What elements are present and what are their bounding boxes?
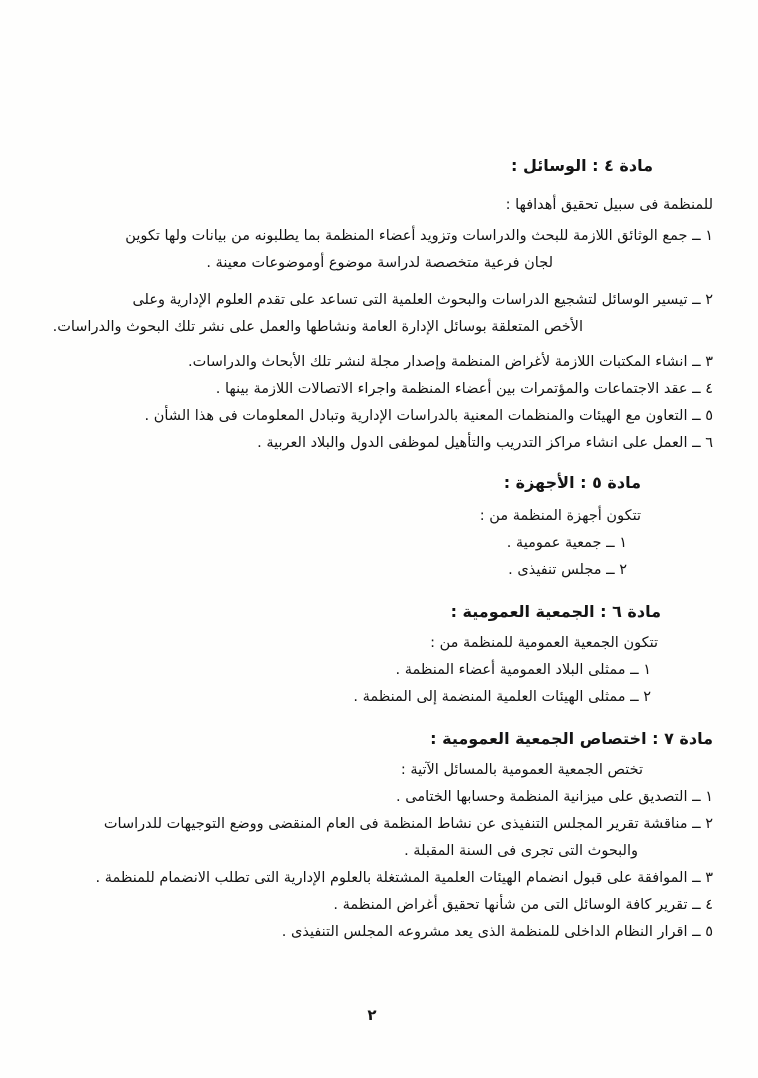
article-4-item-3: ٣ ــ انشاء المكتبات اللازمة لأغراض المنظمة وإصدار مجلة لنشر تلك الأبحاث والدراسات.	[188, 354, 713, 370]
article-6-heading: مادة ٦ : الجمعية العمومية :	[450, 602, 661, 621]
article-5-item-1: ١ ــ جمعية عمومية .	[506, 535, 627, 551]
article-7-item-3: ٣ ــ الموافقة على قبول انضمام الهيئات العلمية المشتغلة بالعلوم الإدارية التى تطلب الانضمام للمنظمة .	[95, 870, 713, 886]
article-4-item-6: ٦ ــ العمل على انشاء مراكز التدريب والتأهيل لموظفى الدول والبلاد العربية .	[257, 435, 713, 451]
article-7-item-4: ٤ ــ تقرير كافة الوسائل التى من شأنها تحقيق أغراض المنظمة .	[333, 897, 713, 913]
article-4-item-5: ٥ ــ التعاون مع الهيئات والمنظمات المعنية بالدراسات الإدارية وتبادل المعلومات فى هذا الشأن .	[144, 408, 713, 424]
article-5-heading: مادة ٥ : الأجهزة :	[503, 473, 641, 492]
article-4-item-1-cont: لجان فرعية متخصصة لدراسة موضوع أوموضوعات معينة .	[206, 255, 553, 271]
section-article-6	[38, 598, 713, 711]
article-5-intro: تتكون أجهزة المنظمة من :	[479, 508, 641, 524]
article-7-item-2-cont: والبحوث التى تجرى فى السنة المقبلة .	[404, 843, 638, 859]
article-6-intro: تتكون الجمعية العمومية للمنظمة من :	[430, 635, 658, 651]
article-7-intro: تختص الجمعية العمومية بالمسائل الآتية :	[400, 762, 643, 778]
page-number: ٢	[367, 1006, 377, 1024]
article-4-item-4: ٤ ــ عقد الاجتماعات والمؤتمرات بين أعضاء المنظمة واجراء الاتصالات اللازمة بينها .	[215, 381, 713, 397]
article-7-item-5: ٥ ــ اقرار النظام الداخلى للمنظمة الذى يعد مشروعه المجلس التنفيذى .	[281, 924, 713, 940]
section-article-4	[38, 152, 713, 457]
article-4-intro: للمنظمة فى سبيل تحقيق أهدافها :	[505, 197, 713, 213]
article-7-heading: مادة ٧ : اختصاص الجمعية العمومية :	[430, 729, 713, 748]
article-6-item-2: ٢ ــ ممثلى الهيئات العلمية المنضمة إلى المنظمة .	[353, 689, 651, 705]
page-content	[38, 152, 713, 946]
article-4-item-1: ١ ــ جمع الوثائق اللازمة للبحث والدراسات وتزويد أعضاء المنظمة بما يطلبونه من بيانات ولها تكوين	[125, 228, 713, 244]
article-4-heading: مادة ٤ : الوسائل :	[511, 156, 653, 175]
article-4-item-2-cont: الأخص المتعلقة بوسائل الإدارة العامة ونشاطها والعمل على نشر تلك البحوث والدراسات.	[52, 319, 583, 335]
section-article-7	[38, 725, 713, 946]
article-7-item-1: ١ ــ التصديق على ميزانية المنظمة وحسابها الختامى .	[396, 789, 713, 805]
article-4-item-2: ٢ ــ تيسير الوسائل لتشجيع الدراسات والبحوث العلمية التى تساعد على تقدم العلوم الإدارية وعلى	[132, 292, 713, 308]
section-article-5	[38, 469, 713, 584]
article-5-item-2: ٢ ــ مجلس تنفيذى .	[508, 562, 627, 578]
article-7-item-2: ٢ ــ مناقشة تقرير المجلس التنفيذى عن نشاط المنظمة فى العام المنقضى ووضع التوجيهات للدراسات	[103, 816, 713, 832]
article-6-item-1: ١ ــ ممثلى البلاد العمومية أعضاء المنظمة .	[395, 662, 651, 678]
